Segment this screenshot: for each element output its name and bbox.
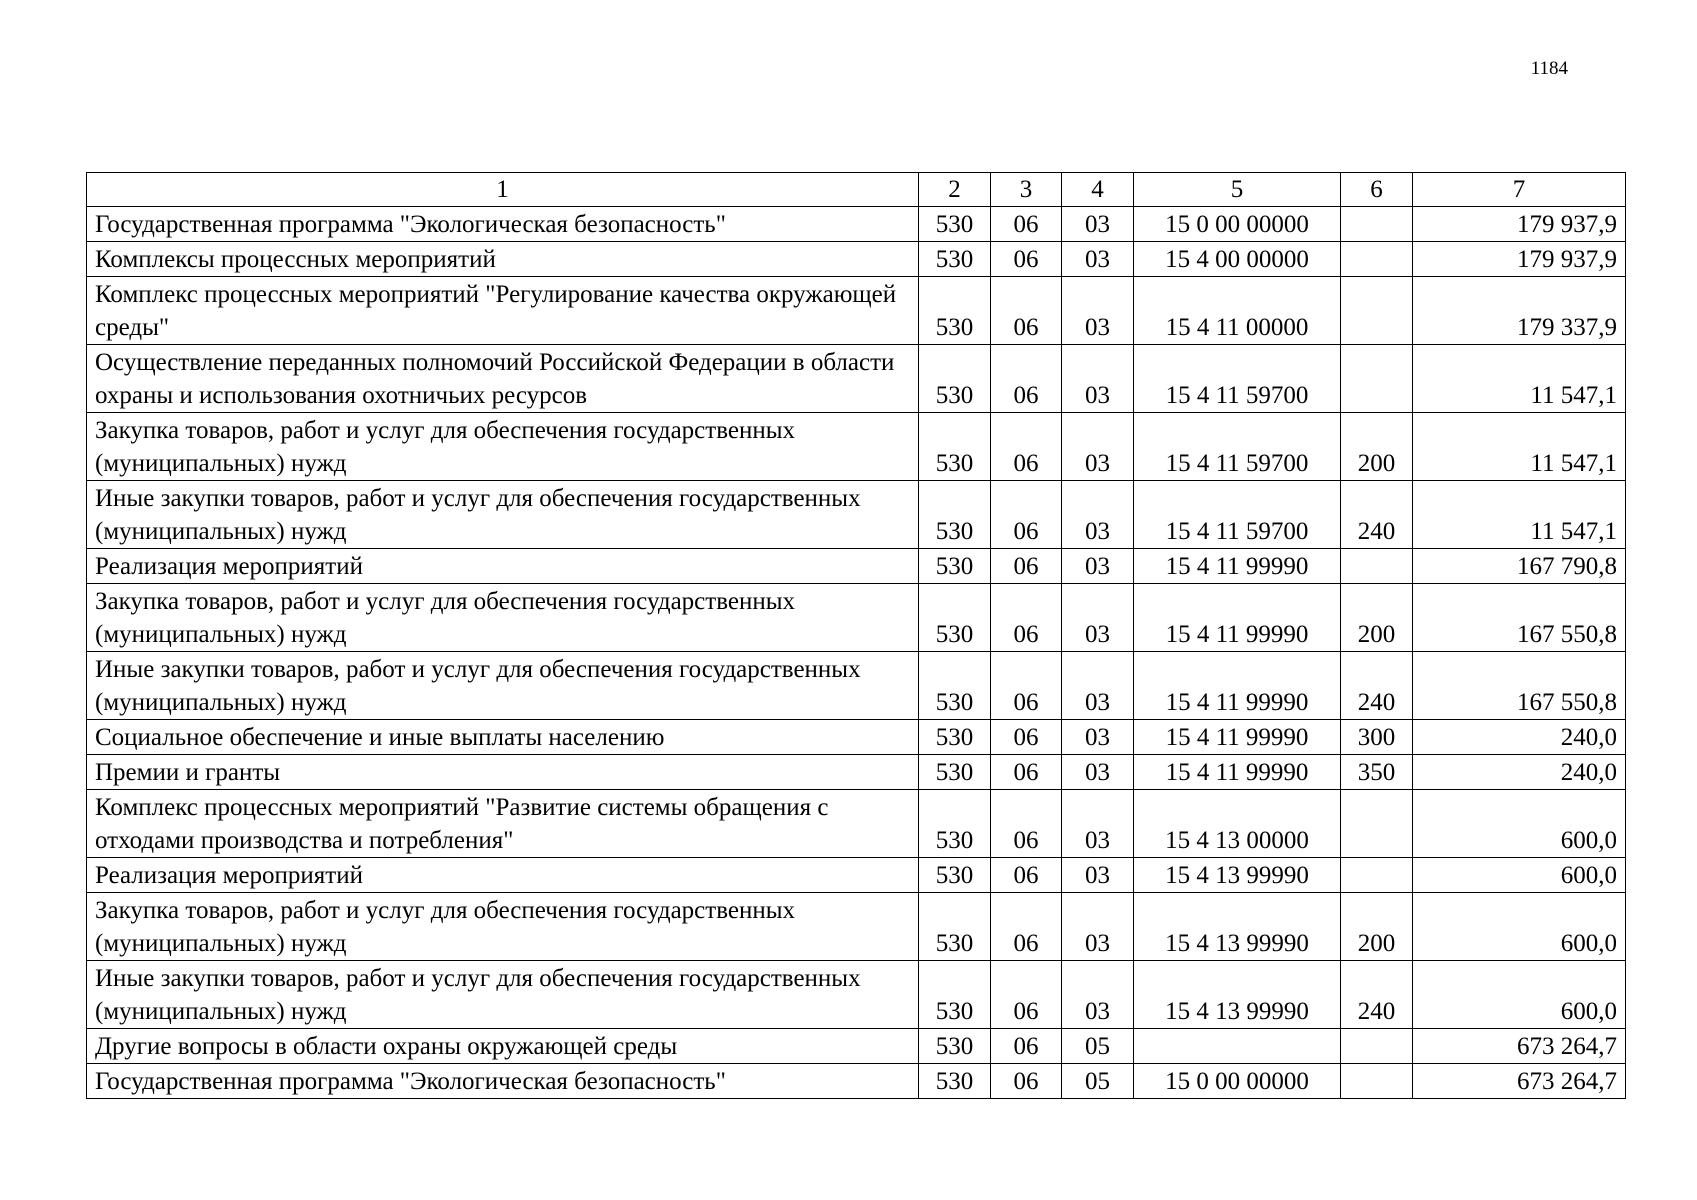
row-code-2: 530 <box>919 1029 991 1064</box>
row-code-2: 530 <box>919 207 991 242</box>
row-name: Осуществление переданных полномочий Российской Федерации в области охраны и использования охотничьих ресурсов <box>87 345 919 413</box>
page-number: 1184 <box>1530 58 1568 79</box>
column-header-1: 1 <box>87 173 919 207</box>
table-row <box>87 1064 1626 1099</box>
column-header-2: 2 <box>919 173 991 207</box>
row-code-3: 06 <box>991 1029 1062 1064</box>
row-amount: 600,0 <box>1413 790 1626 858</box>
row-code-6: 240 <box>1341 652 1413 720</box>
table-row <box>87 413 1626 481</box>
table-row <box>87 1029 1626 1064</box>
table-row <box>87 961 1626 1029</box>
row-code-6 <box>1341 242 1413 277</box>
row-code-6 <box>1341 1029 1413 1064</box>
table-row <box>87 790 1626 858</box>
row-code-5: 15 4 11 99990 <box>1134 720 1341 755</box>
row-code-3: 06 <box>991 790 1062 858</box>
row-code-3: 06 <box>991 720 1062 755</box>
row-amount: 179 937,9 <box>1413 242 1626 277</box>
row-code-5: 15 4 11 99990 <box>1134 755 1341 790</box>
table-row <box>87 277 1626 345</box>
row-code-3: 06 <box>991 893 1062 961</box>
row-code-5: 15 4 11 99990 <box>1134 584 1341 652</box>
row-amount: 167 790,8 <box>1413 549 1626 584</box>
row-code-3: 06 <box>991 961 1062 1029</box>
row-amount: 167 550,8 <box>1413 584 1626 652</box>
table-header-row <box>87 173 1626 207</box>
row-name: Другие вопросы в области охраны окружающей среды <box>87 1029 919 1064</box>
row-amount: 673 264,7 <box>1413 1029 1626 1064</box>
table-row <box>87 720 1626 755</box>
row-name: Иные закупки товаров, работ и услуг для обеспечения государственных (муниципальных) нужд <box>87 481 919 549</box>
row-code-2: 530 <box>919 413 991 481</box>
row-code-2: 530 <box>919 720 991 755</box>
row-code-5: 15 4 13 99990 <box>1134 858 1341 893</box>
column-header-4: 4 <box>1062 173 1134 207</box>
column-header-6: 6 <box>1341 173 1413 207</box>
row-code-6 <box>1341 858 1413 893</box>
row-name: Реализация мероприятий <box>87 549 919 584</box>
row-amount: 11 547,1 <box>1413 345 1626 413</box>
row-code-5: 15 4 00 00000 <box>1134 242 1341 277</box>
row-code-6 <box>1341 790 1413 858</box>
row-code-4: 05 <box>1062 1064 1134 1099</box>
row-code-4: 03 <box>1062 961 1134 1029</box>
column-header-3: 3 <box>991 173 1062 207</box>
row-code-5: 15 4 11 99990 <box>1134 549 1341 584</box>
row-code-6: 350 <box>1341 755 1413 790</box>
table-row <box>87 755 1626 790</box>
row-code-6: 300 <box>1341 720 1413 755</box>
row-code-6 <box>1341 345 1413 413</box>
row-code-2: 530 <box>919 790 991 858</box>
row-amount: 600,0 <box>1413 858 1626 893</box>
table-row <box>87 345 1626 413</box>
column-header-7: 7 <box>1413 173 1626 207</box>
row-code-3: 06 <box>991 481 1062 549</box>
row-code-6: 240 <box>1341 481 1413 549</box>
column-header-5: 5 <box>1134 173 1341 207</box>
table-row <box>87 549 1626 584</box>
row-code-4: 03 <box>1062 584 1134 652</box>
row-code-3: 06 <box>991 413 1062 481</box>
table-row <box>87 652 1626 720</box>
row-code-3: 06 <box>991 1064 1062 1099</box>
row-code-2: 530 <box>919 755 991 790</box>
row-code-2: 530 <box>919 481 991 549</box>
row-code-5 <box>1134 1029 1341 1064</box>
row-code-5: 15 4 13 00000 <box>1134 790 1341 858</box>
row-code-3: 06 <box>991 584 1062 652</box>
row-code-2: 530 <box>919 242 991 277</box>
row-amount: 600,0 <box>1413 961 1626 1029</box>
row-code-3: 06 <box>991 858 1062 893</box>
row-code-6: 200 <box>1341 893 1413 961</box>
row-code-3: 06 <box>991 207 1062 242</box>
row-amount: 240,0 <box>1413 755 1626 790</box>
row-code-4: 03 <box>1062 858 1134 893</box>
row-amount: 600,0 <box>1413 893 1626 961</box>
table-row <box>87 207 1626 242</box>
table-row <box>87 481 1626 549</box>
row-code-5: 15 4 11 00000 <box>1134 277 1341 345</box>
row-code-4: 03 <box>1062 893 1134 961</box>
row-code-2: 530 <box>919 961 991 1029</box>
row-code-4: 03 <box>1062 345 1134 413</box>
row-code-2: 530 <box>919 277 991 345</box>
row-code-5: 15 4 13 99990 <box>1134 961 1341 1029</box>
table-row <box>87 858 1626 893</box>
row-name: Комплекс процессных мероприятий "Регулирование качества окружающей среды" <box>87 277 919 345</box>
row-code-6: 200 <box>1341 413 1413 481</box>
row-name: Иные закупки товаров, работ и услуг для обеспечения государственных (муниципальных) нужд <box>87 652 919 720</box>
row-code-5: 15 0 00 00000 <box>1134 1064 1341 1099</box>
row-code-4: 03 <box>1062 242 1134 277</box>
row-code-2: 530 <box>919 858 991 893</box>
row-name: Комплекс процессных мероприятий "Развитие системы обращения с отходами производства и потребления" <box>87 790 919 858</box>
row-amount: 179 337,9 <box>1413 277 1626 345</box>
row-code-4: 03 <box>1062 720 1134 755</box>
row-name: Закупка товаров, работ и услуг для обеспечения государственных (муниципальных) нужд <box>87 413 919 481</box>
row-amount: 673 264,7 <box>1413 1064 1626 1099</box>
row-name: Государственная программа "Экологическая безопасность" <box>87 1064 919 1099</box>
row-code-6 <box>1341 207 1413 242</box>
row-code-4: 03 <box>1062 790 1134 858</box>
row-code-2: 530 <box>919 652 991 720</box>
row-code-3: 06 <box>991 242 1062 277</box>
row-code-3: 06 <box>991 549 1062 584</box>
row-name: Закупка товаров, работ и услуг для обеспечения государственных (муниципальных) нужд <box>87 584 919 652</box>
row-code-2: 530 <box>919 584 991 652</box>
row-code-6 <box>1341 277 1413 345</box>
row-amount: 167 550,8 <box>1413 652 1626 720</box>
row-code-3: 06 <box>991 755 1062 790</box>
table-row <box>87 584 1626 652</box>
row-code-3: 06 <box>991 277 1062 345</box>
row-code-3: 06 <box>991 652 1062 720</box>
row-code-5: 15 4 11 59700 <box>1134 481 1341 549</box>
row-code-5: 15 4 11 99990 <box>1134 652 1341 720</box>
row-code-2: 530 <box>919 1064 991 1099</box>
row-code-5: 15 0 00 00000 <box>1134 207 1341 242</box>
row-amount: 11 547,1 <box>1413 413 1626 481</box>
row-name: Закупка товаров, работ и услуг для обеспечения государственных (муниципальных) нужд <box>87 893 919 961</box>
row-code-4: 03 <box>1062 549 1134 584</box>
row-code-2: 530 <box>919 345 991 413</box>
row-code-4: 03 <box>1062 277 1134 345</box>
row-code-4: 03 <box>1062 755 1134 790</box>
row-code-4: 03 <box>1062 413 1134 481</box>
table-row <box>87 242 1626 277</box>
row-code-4: 03 <box>1062 207 1134 242</box>
row-code-6: 240 <box>1341 961 1413 1029</box>
row-name: Иные закупки товаров, работ и услуг для обеспечения государственных (муниципальных) нужд <box>87 961 919 1029</box>
row-code-5: 15 4 11 59700 <box>1134 413 1341 481</box>
row-name: Премии и гранты <box>87 755 919 790</box>
row-code-2: 530 <box>919 893 991 961</box>
row-code-3: 06 <box>991 345 1062 413</box>
budget-table <box>86 172 1626 1099</box>
table-row <box>87 893 1626 961</box>
row-code-2: 530 <box>919 549 991 584</box>
row-amount: 11 547,1 <box>1413 481 1626 549</box>
row-amount: 179 937,9 <box>1413 207 1626 242</box>
row-name: Государственная программа "Экологическая безопасность" <box>87 207 919 242</box>
row-code-5: 15 4 11 59700 <box>1134 345 1341 413</box>
row-code-6: 200 <box>1341 584 1413 652</box>
row-code-6 <box>1341 549 1413 584</box>
row-name: Социальное обеспечение и иные выплаты населению <box>87 720 919 755</box>
row-code-5: 15 4 13 99990 <box>1134 893 1341 961</box>
row-code-4: 03 <box>1062 481 1134 549</box>
row-code-6 <box>1341 1064 1413 1099</box>
row-amount: 240,0 <box>1413 720 1626 755</box>
row-name: Комплексы процессных мероприятий <box>87 242 919 277</box>
row-code-4: 05 <box>1062 1029 1134 1064</box>
row-code-4: 03 <box>1062 652 1134 720</box>
row-name: Реализация мероприятий <box>87 858 919 893</box>
